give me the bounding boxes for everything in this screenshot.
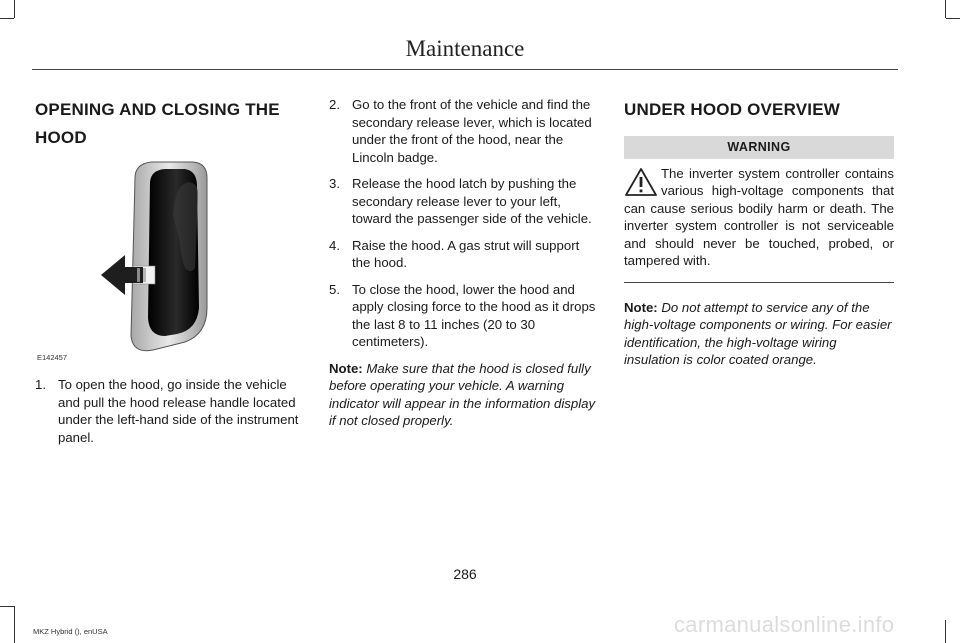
note-label: Note:: [624, 299, 658, 315]
step-number: 2.: [329, 97, 340, 112]
step-text: To close the hood, lower the hood and apply closing force to the hood as it drops the last 8 to 11 inches (20 to 30 centimeters).: [352, 281, 596, 349]
warning-divider: [624, 282, 894, 283]
list-item: [329, 281, 601, 351]
step-number: 1.: [35, 377, 46, 392]
note-label: Note:: [329, 360, 363, 376]
crop-mark: [0, 606, 14, 607]
steps-list: [35, 376, 305, 446]
crop-mark: [14, 606, 15, 643]
watermark: carmanualsonline.info: [674, 612, 895, 637]
document-id: MKZ Hybrid (), enUSA: [33, 627, 108, 636]
crop-mark: [0, 18, 14, 19]
note-hood-closed: [329, 360, 601, 430]
column-right: [624, 96, 894, 369]
warning-text: The inverter system controller contains various high-voltage components that can cause serious bodily harm or death. The inverter system controller is not serviceable and should never be touched, probed, or tampered with.: [624, 165, 894, 268]
header-divider: [32, 69, 898, 70]
crop-mark: [945, 0, 946, 18]
crop-mark: [14, 0, 15, 18]
crop-mark: [945, 620, 946, 643]
step-number: 4.: [329, 237, 340, 253]
step-text: Release the hood latch by pushing the secondary release lever to your left, toward the passenger side of the vehicle.: [352, 176, 592, 226]
step-text: To open the hood, go inside the vehicle and pull the hood release handle located under the left-hand side of the instrument panel.: [58, 377, 299, 445]
note-high-voltage: [624, 299, 894, 369]
hood-release-handle-illustration: [35, 158, 305, 368]
list-item: [329, 96, 601, 166]
list-item: [329, 175, 601, 228]
section-heading-under-hood: UNDER HOOD OVERVIEW: [624, 100, 841, 119]
column-left: [35, 96, 305, 455]
warning-triangle-icon: [624, 167, 658, 197]
heading-line: HOOD: [35, 128, 87, 147]
step-number: 3.: [329, 176, 340, 191]
step-number: 5.: [329, 281, 340, 297]
list-item: [35, 376, 305, 446]
hood-release-illustration: [35, 158, 305, 368]
heading-line: OPENING AND CLOSING THE: [35, 100, 280, 119]
steps-list: [329, 96, 601, 351]
illustration-code: E142457: [37, 352, 68, 362]
page-number: 286: [453, 566, 477, 582]
note-text: Do not attempt to service any of the high-voltage components or wiring. For easier identification, the high-voltage wiring insulation is color coated orange.: [624, 299, 892, 367]
column-middle: [329, 96, 601, 430]
step-text: Raise the hood. A gas strut will support the hood.: [352, 237, 580, 270]
note-text: Make sure that the hood is closed fully before operating your vehicle. A warning indicator will appear in the information display if not closed properly.: [329, 360, 596, 428]
warning-header: WARNING: [624, 136, 894, 159]
list-item: [329, 237, 601, 272]
warning-box: [624, 165, 894, 270]
crop-mark: [946, 18, 960, 19]
step-text: Go to the front of the vehicle and find the secondary release lever, which is located under the front of the hood, near the Lincoln badge.: [352, 97, 592, 165]
page-header-title: Maintenance: [405, 36, 525, 61]
section-heading-hood: [35, 96, 305, 152]
